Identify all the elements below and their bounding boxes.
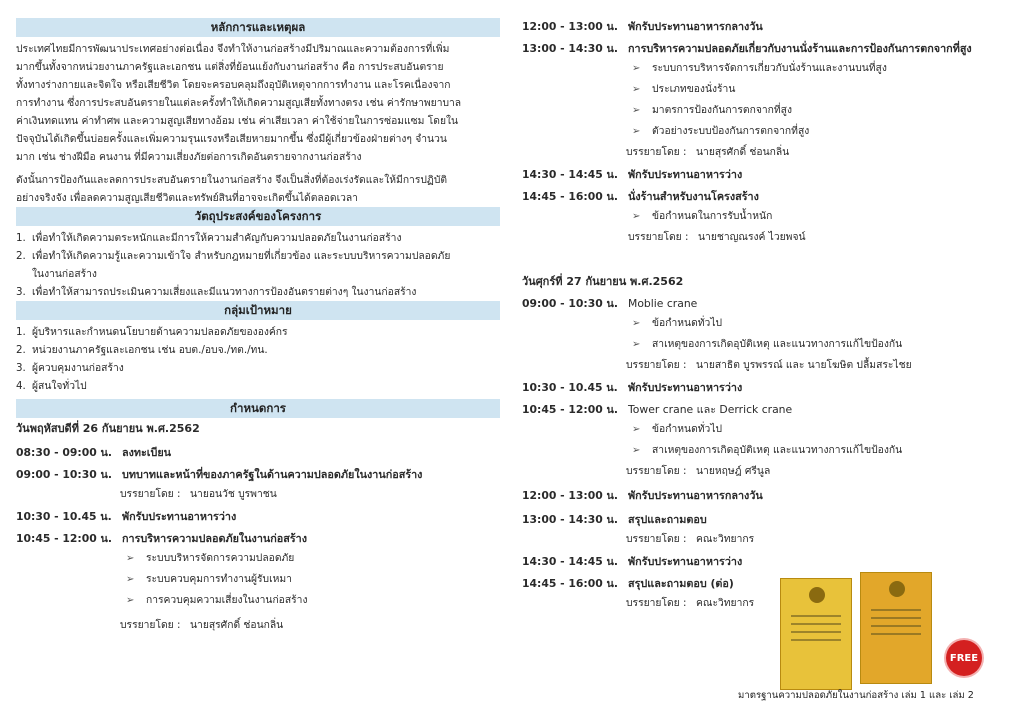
item-number: 1. xyxy=(16,232,26,244)
item-text: หน่วยงานภาครัฐและเอกชน เช่น อบต./อบจ./ทต./ทน. xyxy=(32,344,268,356)
arrow-bullet-icon: ➢ xyxy=(632,445,641,456)
speaker-line xyxy=(16,615,500,635)
arrow-bullet-icon: ➢ xyxy=(126,595,135,606)
bullet-item xyxy=(16,569,500,590)
emblem-icon xyxy=(889,581,905,597)
item-text: เพื่อทำให้เกิดความตระหนักและมีการให้ความสำคัญกับความปลอดภัยในงานก่อสร้าง xyxy=(32,232,402,244)
speaker-name: คณะวิทยากร xyxy=(696,597,755,609)
arrow-bullet-icon: ➢ xyxy=(632,339,641,350)
item-text: ผู้สนใจทั่วไป xyxy=(32,380,87,392)
session-time: 10:30 - 10.45 น. xyxy=(522,381,618,394)
list-item xyxy=(16,229,500,247)
section-header-background: หลักการและเหตุผล xyxy=(16,18,500,37)
speaker-name: นายสุรศักดิ์ ช่อนกลิ่น xyxy=(696,146,790,158)
books-caption: มาตรฐานความปลอดภัยในงานก่อสร้าง เล่ม 1 และ เล่ม 2 xyxy=(738,690,974,701)
bullet-text: ระบบบริหารจัดการความปลอดภัย xyxy=(146,552,295,564)
section-header-objectives: วัตถุประสงค์ของโครงการ xyxy=(16,207,500,226)
speaker-label: บรรยายโดย : xyxy=(626,146,687,158)
bullet-item xyxy=(522,58,1010,79)
item-text: ผู้บริหารและกำหนดนโยบายด้านความปลอดภัยขององค์กร xyxy=(32,326,288,338)
schedule-row xyxy=(522,188,1010,206)
text-line: มากขึ้นทั้งจากหน่วยงานภาครัฐและเอกชน แต่สิ่งที่ย้อนแย้งกับงานก่อสร้าง คือ การประสบอันตราย xyxy=(16,61,444,73)
speaker-line xyxy=(522,461,1010,481)
bullet-text: ข้อกำหนดทั่วไป xyxy=(652,423,723,435)
schedule-row xyxy=(16,444,500,462)
background-paragraph-2 xyxy=(16,171,500,207)
session-title: Tower crane และ Derrick crane xyxy=(628,403,793,416)
speaker-line xyxy=(522,529,1010,549)
arrow-bullet-icon: ➢ xyxy=(632,126,641,137)
section-header-target: กลุ่มเป้าหมาย xyxy=(16,301,500,320)
text-line: ทั้งทางร่างกายและจิตใจ หรือเสียชีวิต โดยจะครอบคลุมถึงอุบัติเหตุจากการทำงาน และโรคเนื่องจาก xyxy=(16,79,451,91)
item-number: 1. xyxy=(16,326,26,338)
speaker-label: บรรยายโดย : xyxy=(626,359,687,371)
bullet-text: สาเหตุของการเกิดอุบัติเหตุ และแนวทางการแก้ไขป้องกัน xyxy=(652,338,903,350)
speaker-label: บรรยายโดย : xyxy=(626,597,687,609)
day1-title: วันพฤหัสบดีที่ 26 กันยายน พ.ศ.2562 xyxy=(16,422,200,435)
standard-books-image xyxy=(780,572,940,692)
objectives-list xyxy=(16,229,500,301)
text-line: อย่างจริงจัง เพื่อลดความสูญเสียชีวิตและทรัพย์สินที่อาจจะเกิดขึ้นได้ตลอดเวลา xyxy=(16,192,358,204)
schedule-row xyxy=(16,466,500,484)
arrow-bullet-icon: ➢ xyxy=(126,574,135,585)
speaker-label: บรรยายโดย : xyxy=(120,619,181,631)
session-title: พักรับประทานอาหารกลางวัน xyxy=(628,489,763,502)
speaker-name: นายชาญณรงค์ ไวยพจน์ xyxy=(698,231,806,243)
item-text: เพื่อทำให้สามารถประเมินความเสี่ยงและมีแนวทางการป้องอันตรายต่างๆ ในงานก่อสร้าง xyxy=(32,286,417,298)
speaker-name: คณะวิทยากร xyxy=(696,533,755,545)
schedule-row xyxy=(522,379,1010,397)
background-paragraph-1 xyxy=(16,40,500,166)
speaker-label: บรรยายโดย : xyxy=(120,488,181,500)
session-title: พักรับประทานอาหารว่าง xyxy=(628,381,743,394)
item-number: 2. xyxy=(16,344,26,356)
session-title: พักรับประทานอาหารว่าง xyxy=(628,555,743,568)
bullet-text: ข้อกำหนดทั่วไป xyxy=(652,317,723,329)
session-title: สรุปและถามตอบ (ต่อ) xyxy=(628,577,734,590)
session-time: 14:30 - 14:45 น. xyxy=(522,168,618,181)
text-line: ปัจจุบันได้เกิดขึ้นบ่อยครั้งและเพิ่มความรุนแรงหรือเสียหายมากขึ้น ซึ่งมีผู้เกี่ยวข้องฝ่ายต่างๆ จำนวน xyxy=(16,133,447,145)
schedule-row xyxy=(522,511,1010,529)
session-title: สรุปและถามตอบ xyxy=(628,513,707,526)
bullet-text: ระบบการบริหารจัดการเกี่ยวกับนั่งร้านและงานบนที่สูง xyxy=(652,62,887,74)
list-item xyxy=(16,359,500,377)
arrow-bullet-icon: ➢ xyxy=(632,63,641,74)
item-number: 3. xyxy=(16,362,26,374)
speaker-name: นายสาธิต บูรพรรณ์ และ นายโฆษิต ปลื้มสระไชย xyxy=(696,359,912,371)
bullet-item xyxy=(16,548,500,569)
session-time: 13:00 - 14:30 น. xyxy=(522,42,618,55)
session-title: พักรับประทานอาหารว่าง xyxy=(122,510,237,523)
arrow-bullet-icon: ➢ xyxy=(632,211,641,222)
item-text: ในงานก่อสร้าง xyxy=(32,268,97,280)
text-line: ดังนั้นการป้องกันและลดการประสบอันตรายในงานก่อสร้าง จึงเป็นสิ่งที่ต้องเร่งรัดและให้มีการปฏิบัติ xyxy=(16,174,448,186)
left-column xyxy=(16,18,500,635)
session-time: 10:30 - 10.45 น. xyxy=(16,510,112,523)
arrow-bullet-icon: ➢ xyxy=(126,553,135,564)
schedule-row xyxy=(16,530,500,548)
speaker-label: บรรยายโดย : xyxy=(626,533,687,545)
bullet-text: มาตรการป้องกันการตกจากที่สูง xyxy=(652,104,792,116)
text-line: มาก เช่น ช่างฝีมือ คนงาน ที่มีความเสี่ยงภัยต่อการเกิดอันตรายจากงานก่อสร้าง xyxy=(16,151,362,163)
bullet-item xyxy=(522,206,1010,227)
schedule-row xyxy=(522,40,1010,58)
list-item xyxy=(16,247,500,265)
target-list xyxy=(16,323,500,395)
session-title: การบริหารความปลอดภัยในงานก่อสร้าง xyxy=(122,532,308,545)
speaker-line xyxy=(16,484,500,504)
session-time: 10:45 - 12:00 น. xyxy=(522,403,618,416)
session-title: นั่งร้านสำหรับงานโครงสร้าง xyxy=(628,190,759,203)
arrow-bullet-icon: ➢ xyxy=(632,84,641,95)
bullet-item xyxy=(522,419,1010,440)
speaker-line xyxy=(522,142,1010,162)
schedule-row xyxy=(522,487,1010,505)
day2-title: วันศุกร์ที่ 27 กันยายน พ.ศ.2562 xyxy=(522,275,684,288)
schedule-row xyxy=(522,401,1010,419)
bullet-text: ระบบควบคุมการทำงานผู้รับเหมา xyxy=(146,573,292,585)
bullet-text: ข้อกำหนดในการรับน้ำหนัก xyxy=(652,210,773,222)
bullet-item xyxy=(522,121,1010,142)
list-item xyxy=(16,377,500,395)
bullet-item xyxy=(522,79,1010,100)
schedule-row xyxy=(522,166,1010,184)
bullet-text: ประเภทของนั่งร้าน xyxy=(652,83,736,95)
session-time: 08:30 - 09:00 น. xyxy=(16,446,112,459)
schedule-row xyxy=(522,295,1010,313)
bullet-text: การควบคุมความเสี่ยงในงานก่อสร้าง xyxy=(146,594,308,606)
speaker-line xyxy=(522,227,1010,247)
session-title: ลงทะเบียน xyxy=(122,446,172,459)
free-badge: FREE xyxy=(946,640,982,676)
speaker-name: นายอนวัช บูรพาชน xyxy=(190,488,277,500)
session-title: Moblie crane xyxy=(628,297,698,310)
bullet-item xyxy=(522,334,1010,355)
session-time: 09:00 - 10:30 น. xyxy=(16,468,112,481)
arrow-bullet-icon: ➢ xyxy=(632,318,641,329)
bullet-item xyxy=(522,313,1010,334)
session-time: 12:00 - 13:00 น. xyxy=(522,489,618,502)
speaker-label: บรรยายโดย : xyxy=(626,465,687,477)
list-item-continuation xyxy=(16,265,500,283)
text-line: ประเทศไทยมีการพัฒนาประเทศอย่างต่อเนื่อง จึงทำให้งานก่อสร้างมีปริมาณและความต้องการที่เพิ่ม xyxy=(16,43,450,55)
bullet-item xyxy=(522,100,1010,121)
session-title: บทบาทและหน้าที่ของภาครัฐในด้านความปลอดภัยในงานก่อสร้าง xyxy=(122,468,423,481)
list-item xyxy=(16,323,500,341)
item-number: 3. xyxy=(16,286,26,298)
section-header-schedule: กำหนดการ xyxy=(16,399,500,418)
speaker-name: นายสุรศักดิ์ ช่อนกลิ่น xyxy=(190,619,284,631)
emblem-icon xyxy=(809,587,825,603)
speaker-line xyxy=(522,355,1010,375)
arrow-bullet-icon: ➢ xyxy=(632,424,641,435)
speaker-name: นายหฤษฎ์ ศรีนูล xyxy=(696,465,771,477)
session-title: พักรับประทานอาหารว่าง xyxy=(628,168,743,181)
item-text: เพื่อทำให้เกิดความรู้และความเข้าใจ สำหรับกฎหมายที่เกี่ยวข้อง และระบบบริหารความปลอดภัย xyxy=(32,250,451,262)
item-text: ผู้ควบคุมงานก่อสร้าง xyxy=(32,362,124,374)
schedule-row xyxy=(16,508,500,526)
session-title: การบริหารความปลอดภัยเกี่ยวกับงานนั่งร้านและการป้องกันการตกจากที่สูง xyxy=(628,42,972,55)
arrow-bullet-icon: ➢ xyxy=(632,105,641,116)
session-title: พักรับประทานอาหารกลางวัน xyxy=(628,20,763,33)
book-volume-2 xyxy=(860,572,932,684)
list-item xyxy=(16,341,500,359)
session-time: 14:45 - 16:00 น. xyxy=(522,190,618,203)
item-number: 4. xyxy=(16,380,26,392)
bullet-text: ตัวอย่างระบบป้องกันการตกจากที่สูง xyxy=(652,125,810,137)
session-time: 12:00 - 13:00 น. xyxy=(522,20,618,33)
bullet-item xyxy=(522,440,1010,461)
text-line: ค่าเงินทดแทน ค่าทำศพ และความสูญเสียทางอ้อม เช่น ค่าเสียเวลา ค่าใช้จ่ายในการซ่อมแซม โดยใน xyxy=(16,115,459,127)
session-time: 09:00 - 10:30 น. xyxy=(522,297,618,310)
session-time: 10:45 - 12:00 น. xyxy=(16,532,112,545)
text-line: การทำงาน ซึ่งการประสบอันตรายในแต่ละครั้งทำให้เกิดความสูญเสียทั้งทางตรง เช่น ค่ารักษาพยาบาล xyxy=(16,97,462,109)
item-number: 2. xyxy=(16,250,26,262)
schedule-row xyxy=(522,18,1010,36)
bullet-text: สาเหตุของการเกิดอุบัติเหตุ และแนวทางการแก้ไขป้องกัน xyxy=(652,444,903,456)
speaker-label: บรรยายโดย : xyxy=(628,231,689,243)
session-time: 14:30 - 14:45 น. xyxy=(522,555,618,568)
list-item xyxy=(16,283,500,301)
session-time: 14:45 - 16:00 น. xyxy=(522,577,618,590)
right-column xyxy=(522,18,1010,613)
bullet-item xyxy=(16,590,500,611)
book-volume-1 xyxy=(780,578,852,690)
session-time: 13:00 - 14:30 น. xyxy=(522,513,618,526)
schedule-row xyxy=(522,553,1010,571)
